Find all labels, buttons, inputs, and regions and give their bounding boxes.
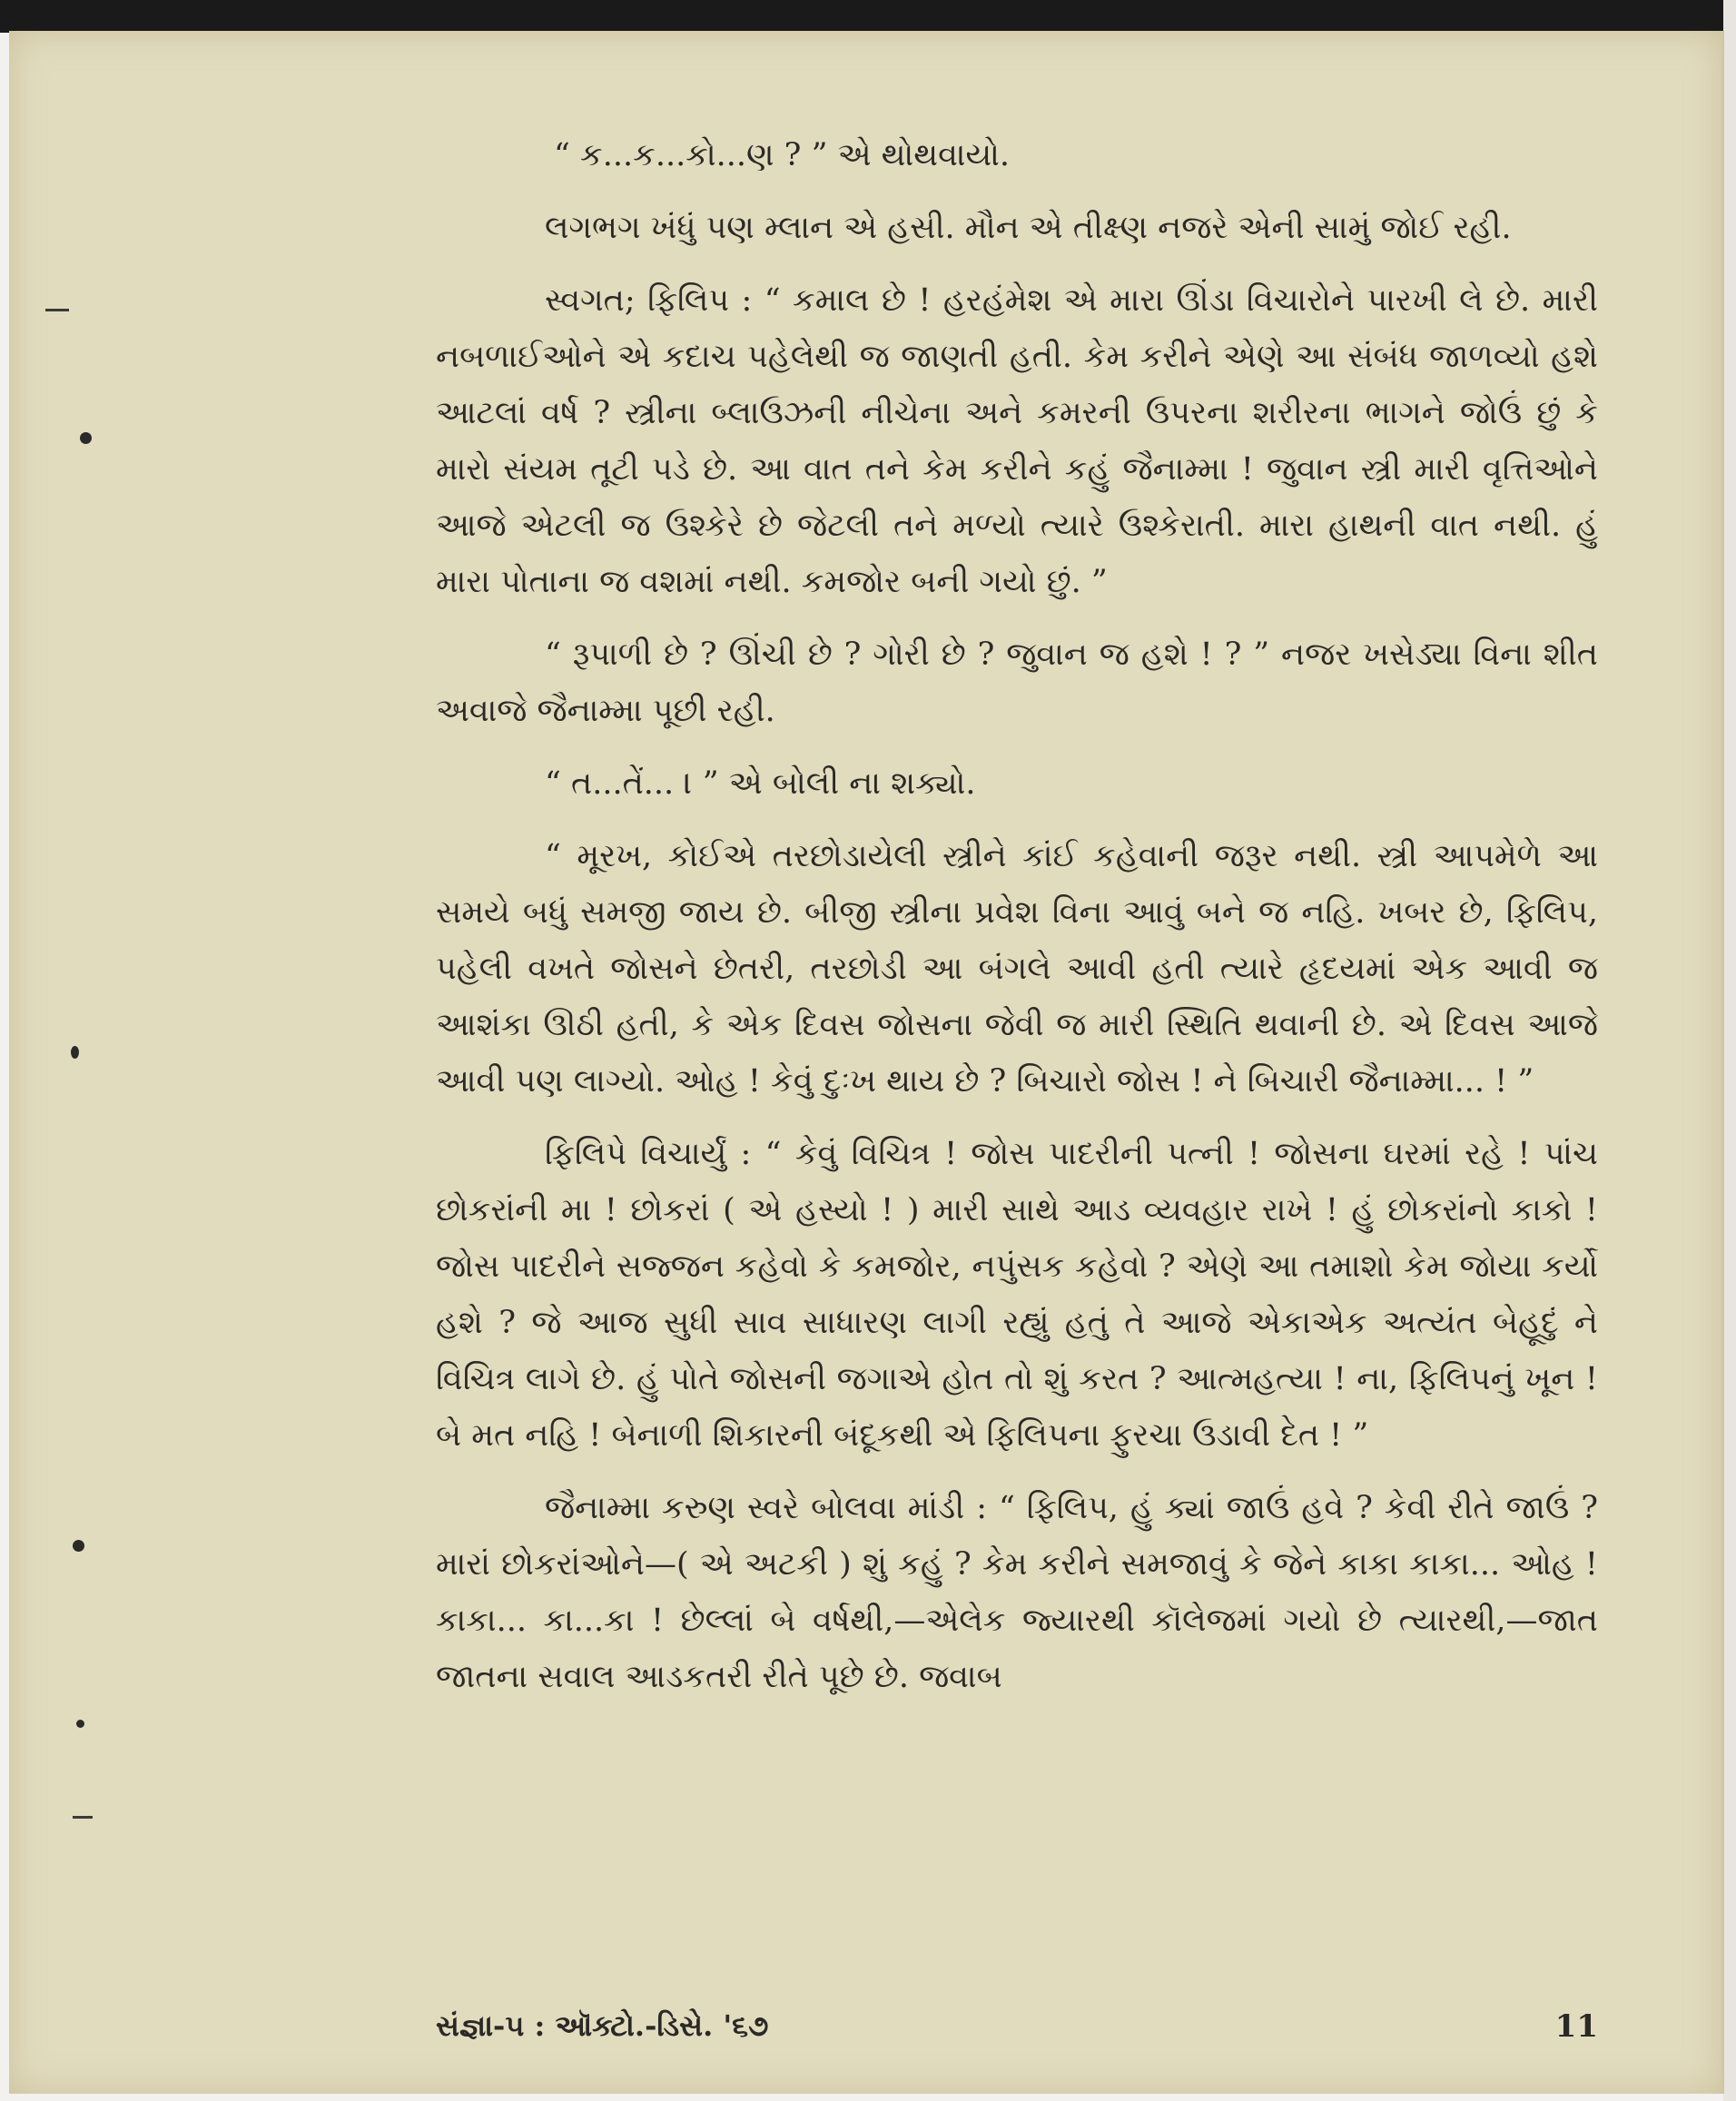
paragraph: “ મૂરખ, કોઈએ તરછોડાયેલી સ્ત્રીને કાંઈ કહેવાની જરૂર નથી. સ્ત્રી આપમેળે આ સમયે બધું સમજી જાય છે. બીજી સ્ત્રીના પ્રવેશ વિના આવું બને જ નહિ. ખબર છે, ફિલિપ, પહેલી વખતે જોસને છેતરી, તરછોડી આ બંગલે આવી હતી ત્યારે હૃદયમાં એક આવી જ આશંકા ઊઠી હતી, કે એક દિવસ જોસના જેવી જ મારી સ્થિતિ થવાની છે. એ દિવસ આજે આવી પણ લાગ્યો. ઓહ ! કેવું દુઃખ થાય છે ? બિચારો જોસ ! ને બિચારી જૈનામ્મા... ! ” [436,838,1598,1100]
journal-issue: સંજ્ઞા-૫ : ઑક્ટો.-ડિસે. '૬૭ [436,2008,769,2043]
scan-right-edge [1723,0,1736,2101]
paragraph: ફિલિપે વિચાર્યું : “ કેવું વિચિત્ર ! જોસ પાદરીની પત્ની ! જોસના ઘરમાં રહે ! પાંચ છોકરાંની મા ! છોકરાં ( એ હસ્યો ! ) મારી સાથે આડ વ્યવહાર રાખે ! હું છોકરાંનો કાકો ! જોસ પાદરીને સજ્જન કહેવો કે કમજોર, નપુંસક કહેવો ? એણે આ તમાશો કેમ જોયા કર્યો હશે ? જે આજ સુધી સાવ સાધારણ લાગી રહ્યું હતું તે આજે એકાએક અત્યંત બેહૂદું ને વિચિત્ર લાગે છે. હું પોતે જોસની જગાએ હોત તો શું કરત ? આત્મહત્યા ! ના, ફિલિપનું ખૂન ! બે મત નહિ ! બેનાળી શિકારની બંદૂકથી એ ફિલિપના ફુરચા ઉડાવી દેત ! ” [436,1136,1598,1454]
paragraph: લગભગ ખંધું પણ મ્લાન એ હસી. મૌન એ તીક્ષ્ણ નજરે એની સામું જોઈ રહી. [545,210,1512,246]
binding-hole [80,432,92,444]
margin-mark [73,1816,93,1819]
margin-mark [45,309,69,311]
page-number: 11 [1554,2008,1598,2045]
paragraph: “ રૂપાળી છે ? ઊંચી છે ? ગોરી છે ? જુવાન જ હશે ! ? ” નજર ખસેડ્યા વિના શીત અવાજે જૈનામ્મા પૂછી રહી. [436,636,1598,729]
paragraph: “ ત...તેં... । ” એ બોલી ના શક્યો. [545,765,976,802]
article-body [436,127,1598,1721]
paragraph: સ્વગત; ફિલિપ : “ કમાલ છે ! હરહંમેશ એ મારા ઊંડા વિચારોને પારખી લે છે. મારી નબળાઈઓને એ કદાચ પહેલેથી જ જાણતી હતી. કેમ કરીને એણે આ સંબંધ જાળવ્યો હશે આટલાં વર્ષ ? સ્ત્રીના બ્લાઉઝની નીચેના અને કમરની ઉપરના શરીરના ભાગને જોઉં છું કે મારો સંયમ તૂટી પડે છે. આ વાત તને કેમ કરીને કહું જૈનામ્મા ! જુવાન સ્ત્રી મારી વૃત્તિઓને આજે એટલી જ ઉશ્કેરે છે જેટલી તને મળ્યો ત્યારે ઉશ્કેરાતી. મારા હાથની વાત નથી. હું મારા પોતાના જ વશમાં નથી. કમજોર બની ગયો છું. ” [436,282,1598,600]
page-footer [436,2008,1598,2045]
paragraph: “ ક...ક...કો...ણ ? ” એ થોથવાયો. [554,137,1010,173]
scan-top-edge [0,0,1736,33]
binding-hole [73,1540,84,1552]
binding-hole [76,1720,84,1728]
binding-hole [71,1046,79,1059]
paragraph: જૈનામ્મા કરુણ સ્વરે બોલવા માંડી : “ ફિલિપ, હું ક્યાં જાઉં હવે ? કેવી રીતે જાઉં ? મારાં છોકરાંઓને—( એ અટકી ) શું કહું ? કેમ કરીને સમજાવું કે જેને કાકા કાકા... ઓહ ! કાકા... કા...કા ! છેલ્લાં બે વર્ષથી,—એલેક જ્યારથી કૉલેજમાં ગયો છે ત્યારથી,—જાત જાતના સવાલ આડકતરી રીતે પૂછે છે. જવાબ [436,1490,1598,1695]
